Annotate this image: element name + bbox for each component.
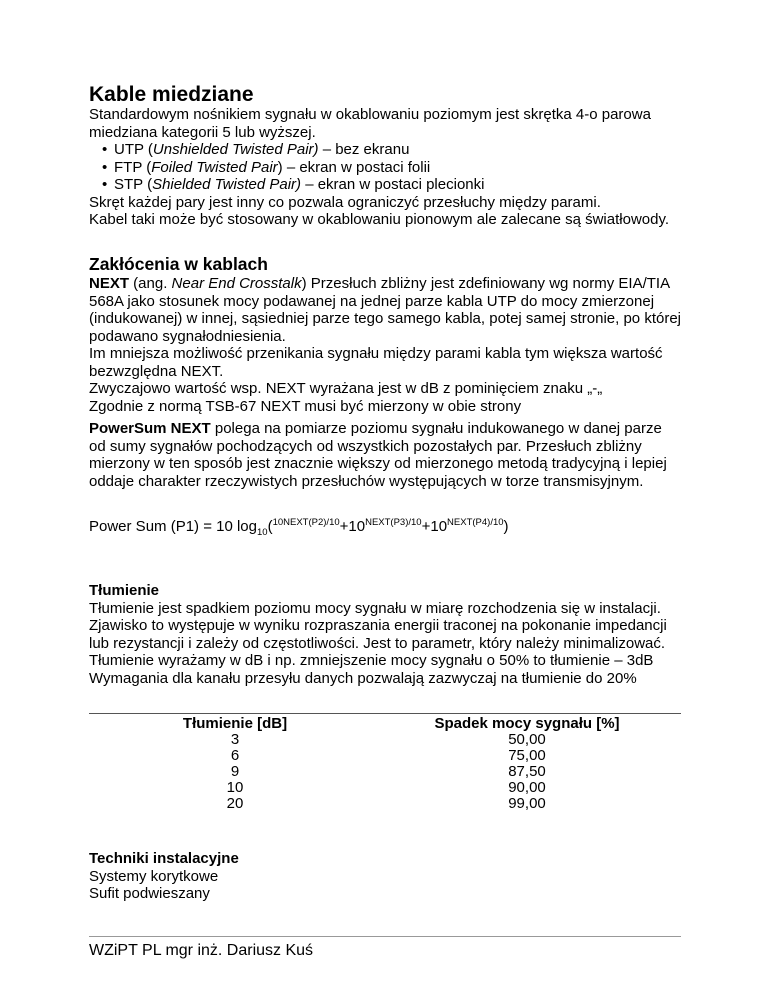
paragraph-attenuation-definition: Tłumienie jest spadkiem poziomu mocy sygnału w miarę rozchodzenia się w instalacji. Zjawisko to występuje w wyniku rozpraszania energii traconej na pokonanie impedancji lub rezystancji i zależy od częstotliwości. Jest to parametr, który należy minimalizować. bbox=[89, 599, 667, 652]
paragraph-intro: Standardowym nośnikiem sygnału w okablowaniu poziomym jest skrętka 4-o parowa miedziana kategorii 5 lub wyższej. bbox=[89, 106, 651, 141]
table-cell: 87,50 bbox=[508, 763, 546, 780]
powersum-formula: Power Sum (P1) = 10 $\log_{10}(^{10NEXT(P2)/10}+10^{NEXT(P3)/10}+10^{NEXT(P4)/10})$ bbox=[89, 517, 509, 538]
footer-rule bbox=[89, 936, 681, 937]
list-item-utp: • UTP (Unshielded Twisted Pair) – bez ekranu bbox=[89, 141, 681, 159]
table-top-rule bbox=[89, 713, 681, 714]
section-copper-cables bbox=[89, 106, 681, 229]
table-cell: 50,00 bbox=[508, 731, 546, 748]
list-item-installation: Systemy korytkowe bbox=[89, 867, 219, 885]
section-attenuation bbox=[89, 582, 681, 687]
paragraph-attenuation-requirement: Wymagania dla kanału przesyłu danych pozwalają zazwyczaj na tłumienie do 20% bbox=[89, 669, 637, 687]
table-cell: 3 bbox=[230, 731, 240, 748]
paragraph-twist: Skręt każdej pary jest inny co pozwala ograniczyć przesłuchy między parami. bbox=[89, 193, 601, 211]
table-cell: 90,00 bbox=[508, 779, 546, 796]
paragraph-vertical: Kabel taki może być stosowany w okablowaniu pionowym ale zalecane są światłowody. bbox=[89, 211, 670, 228]
table-cell: 20 bbox=[226, 795, 244, 812]
table-header-attenuation: Tłumienie [dB] bbox=[182, 715, 288, 732]
list-item-stp: • STP (Shielded Twisted Pair) – ekran w postaci plecionki bbox=[89, 176, 681, 194]
paragraph-next-db: Zwyczajowo wartość wsp. NEXT wyrażana jest w dB z pominięciem znaku „-„ bbox=[89, 380, 603, 397]
table-cell: 99,00 bbox=[508, 795, 546, 812]
list-item-ftp: • FTP (Foiled Twisted Pair) – ekran w postaci folii bbox=[89, 159, 681, 177]
paragraph-next-absolute: Im mniejsza możliwość przenikania sygnału między parami kabla tym większa wartość bezwzględna NEXT. bbox=[89, 345, 663, 380]
heading-zaklocenia: Zakłócenia w kablach bbox=[89, 254, 268, 274]
section-powersum-next bbox=[89, 420, 681, 490]
heading-tlumienie: Tłumienie bbox=[89, 582, 160, 599]
table-cell: 9 bbox=[230, 763, 240, 780]
section-installation bbox=[89, 850, 681, 903]
cable-type-list bbox=[89, 141, 681, 194]
paragraph-attenuation-db: Tłumienie wyrażamy w dB i np. zmniejszenie mocy sygnału o 50% to tłumienie – 3dB bbox=[89, 652, 654, 669]
table-cell: 10 bbox=[226, 779, 244, 796]
heading-kable-miedziane: Kable miedziane bbox=[89, 83, 254, 106]
heading-techniki-instalacyjne: Techniki instalacyjne bbox=[89, 850, 239, 867]
section-next bbox=[89, 275, 681, 415]
footer-author: WZiPT PL mgr inż. Dariusz Kuś bbox=[89, 942, 314, 959]
table-cell: 75,00 bbox=[508, 747, 546, 764]
paragraph-next-tsb67: Zgodnie z normą TSB-67 NEXT musi być mierzony w obie strony bbox=[89, 397, 522, 415]
table-cell: 6 bbox=[230, 747, 240, 764]
list-item-installation: Sufit podwieszany bbox=[89, 885, 210, 902]
paragraph-next-definition: NEXT (ang. Near End Crosstalk) Przesłuch zbliżny jest zdefiniowany wg normy EIA/TIA 568A jako stosunek mocy podawanej na jednej parze kabla UTP do mocy zmierzonej (indukowanej) w innej, sąsiedniej parze tego samego kabla, potej samej stronie, po której podawano sygnałodniesienia. bbox=[89, 275, 681, 345]
paragraph-powersum: PowerSum NEXT polega na pomiarze poziomu sygnału indukowanego w danej parze od sumy sygnałów pochodzących od wszystkich pozostałych par. Przesłuch zbliżny mierzony w ten sposób jest znacznie większy od mierzonego metodą tradycyjną i lepiej oddaje charakter rzeczywistych przesłuchów występujących w torze transmisyjnym. bbox=[89, 420, 667, 490]
table-header-power-drop: Spadek mocy sygnału [%] bbox=[434, 715, 620, 732]
